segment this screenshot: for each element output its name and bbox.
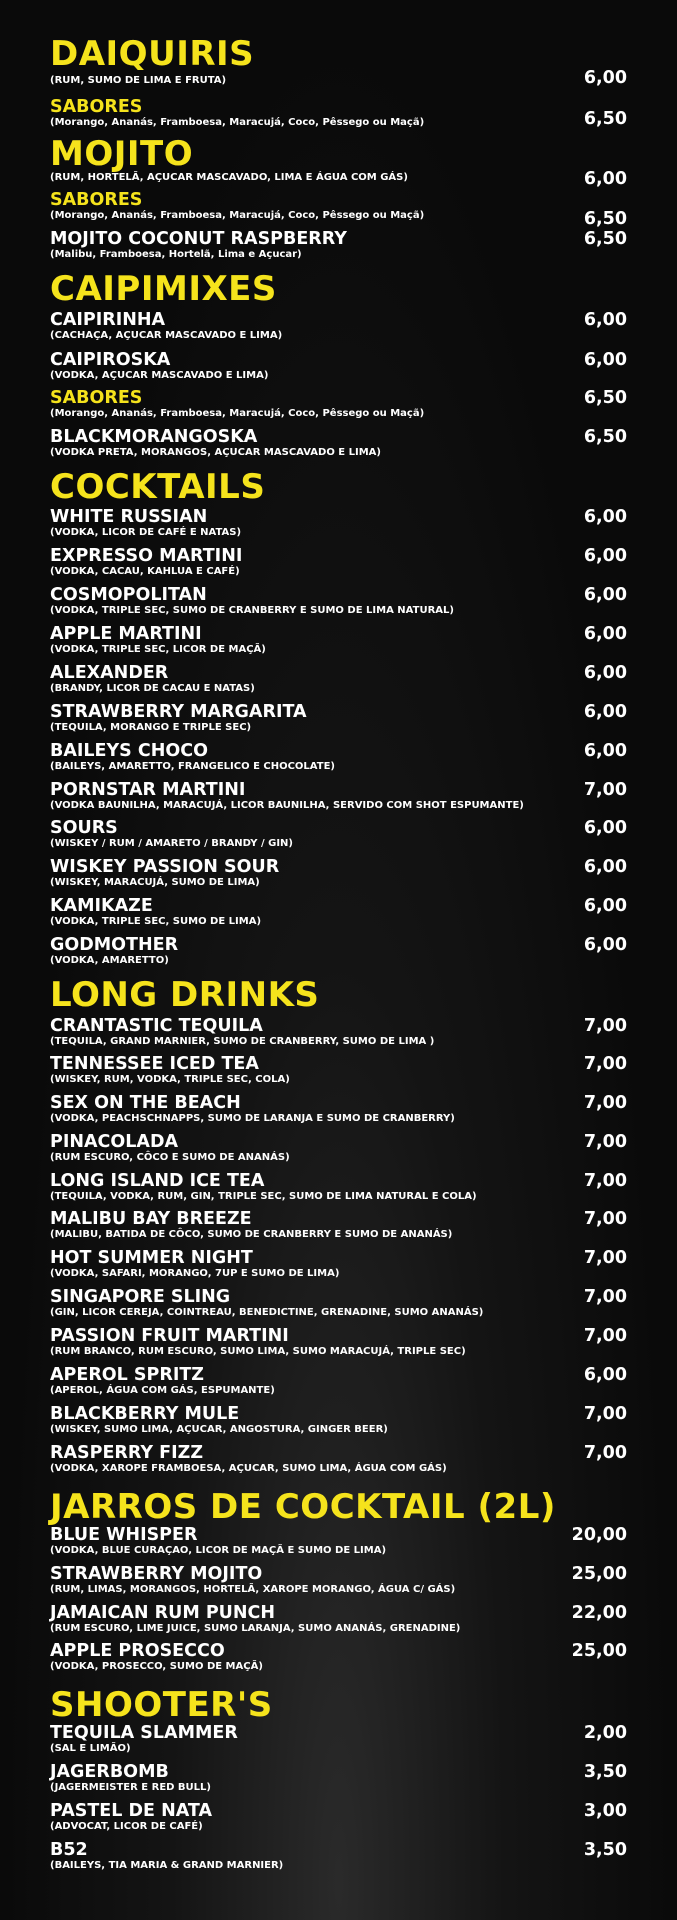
item-price: 6,00: [583, 169, 627, 189]
item-description: (VODKA, PEACHSCHNAPPS, SUMO DE LARANJA E SUMO DE CRANBERRY): [50, 1113, 455, 1124]
item-name: PINACOLADA: [50, 1132, 179, 1152]
menu-item: [50, 1443, 630, 1475]
item-price: 6,00: [583, 310, 627, 330]
item-description: (BAILEYS, TIA MARIA & GRAND MARNIER): [50, 1860, 284, 1871]
item-price: 7,00: [583, 780, 627, 800]
item-name: KAMIKAZE: [50, 896, 153, 916]
item-name: PASSION FRUIT MARTINI: [50, 1326, 289, 1346]
item-name: GODMOTHER: [50, 935, 179, 955]
item-name: SABORES: [50, 97, 143, 117]
item-name: HOT SUMMER NIGHT: [50, 1248, 253, 1268]
menu-item: [50, 935, 630, 967]
item-description: (RUM, SUMO DE LIMA E FRUTA): [50, 75, 227, 86]
item-description: (CACHAÇA, AÇUCAR MASCAVADO E LIMA): [50, 330, 283, 341]
item-name: APPLE PROSECCO: [50, 1641, 225, 1661]
menu-item: [50, 1603, 630, 1635]
item-description: (Morango, Ananás, Framboesa, Maracujá, Coco, Pêssego ou Maçã): [50, 117, 425, 128]
item-price: 22,00: [571, 1603, 627, 1623]
menu-item: [50, 624, 630, 656]
item-description: (VODKA, TRIPLE SEC, SUMO DE CRANBERRY E SUMO DE LIMA NATURAL): [50, 605, 454, 616]
menu-item: [50, 1171, 630, 1203]
menu-item: [50, 507, 630, 539]
item-price: 6,00: [583, 935, 627, 955]
item-description: (VODKA, BLUE CURAÇAO, LICOR DE MAÇÃ E SUMO DE LIMA): [50, 1545, 387, 1556]
item-description: (APEROL, ÁGUA COM GÁS, ESPUMANTE): [50, 1385, 275, 1396]
menu-item: [50, 818, 630, 850]
item-description: (SAL E LIMÃO): [50, 1743, 131, 1754]
item-price: 6,50: [583, 388, 627, 408]
item-price: 6,00: [583, 857, 627, 877]
item-price: 6,00: [583, 68, 627, 88]
menu-item: [50, 310, 630, 342]
item-description: (RUM, HORTELÃ, AÇUCAR MASCAVADO, LIMA E ÁGUA COM GÁS): [50, 172, 408, 183]
item-price: 6,00: [583, 585, 627, 605]
item-description: (VODKA PRETA, MORANGOS, AÇUCAR MASCAVADO E LIMA): [50, 447, 381, 458]
menu-item: [50, 780, 630, 812]
menu-item: [50, 702, 630, 734]
item-name: TEQUILA SLAMMER: [50, 1723, 238, 1743]
item-name: JAMAICAN RUM PUNCH: [50, 1603, 276, 1623]
item-price: 6,50: [583, 229, 627, 249]
item-name: SOURS: [50, 818, 118, 838]
menu-item: [50, 1404, 630, 1436]
item-name: WHITE RUSSIAN: [50, 507, 208, 527]
item-description: (VODKA, LICOR DE CAFÉ E NATAS): [50, 527, 242, 538]
item-description: (VODKA, CACAU, KAHLUA E CAFÉ): [50, 566, 240, 577]
item-price: 6,00: [583, 350, 627, 370]
item-description: (RUM ESCURO, LIME JUICE, SUMO LARANJA, SUMO ANANÁS, GRENADINE): [50, 1623, 461, 1634]
menu-item: [50, 190, 630, 229]
section-title: COCKTAILS: [50, 467, 266, 507]
item-description: (Malibu, Framboesa, Hortelã, Lima e Açucar): [50, 249, 302, 260]
section-title: DAIQUIRIS: [50, 34, 255, 74]
item-price: 7,00: [583, 1326, 627, 1346]
item-name: JAGERBOMB: [50, 1762, 169, 1782]
item-description: (TEQUILA, GRAND MARNIER, SUMO DE CRANBERRY, SUMO DE LIMA ): [50, 1036, 435, 1047]
item-price: 2,00: [583, 1723, 627, 1743]
item-description: (VODKA, SAFARI, MORANGO, 7UP E SUMO DE LIMA): [50, 1268, 340, 1279]
item-price: 7,00: [583, 1171, 627, 1191]
menu-item: [50, 663, 630, 695]
item-price: 6,00: [583, 624, 627, 644]
item-price: 3,50: [583, 1840, 627, 1860]
item-price: 20,00: [571, 1525, 627, 1545]
item-name: STRAWBERRY MOJITO: [50, 1564, 263, 1584]
item-description: (RUM ESCURO, CÔCO E SUMO DE ANANÁS): [50, 1152, 290, 1163]
menu-item: [50, 1132, 630, 1164]
item-description: (Morango, Ananás, Framboesa, Maracujá, Coco, Pêssego ou Maçã): [50, 210, 425, 221]
item-price: 6,00: [583, 1365, 627, 1385]
item-price: 7,00: [583, 1443, 627, 1463]
menu-item: [50, 1248, 630, 1280]
menu-item: [50, 1723, 630, 1755]
item-description: (WISKEY, MARACUJÁ, SUMO DE LIMA): [50, 877, 260, 888]
menu-item: [50, 896, 630, 928]
item-description: (RUM BRANCO, RUM ESCURO, SUMO LIMA, SUMO MARACUJÁ, TRIPLE SEC): [50, 1346, 466, 1357]
item-description: (TEQUILA, VODKA, RUM, GIN, TRIPLE SEC, SUMO DE LIMA NATURAL E COLA): [50, 1191, 477, 1202]
item-description: (VODKA, TRIPLE SEC, SUMO DE LIMA): [50, 916, 262, 927]
item-name: WISKEY PASSION SOUR: [50, 857, 280, 877]
item-description: (GIN, LICOR CEREJA, COINTREAU, BENEDICTINE, GRENADINE, SUMO ANANÁS): [50, 1307, 484, 1318]
menu-item: [50, 1054, 630, 1086]
item-description: (VODKA, XAROPE FRAMBOESA, AÇUCAR, SUMO LIMA, ÁGUA COM GÁS): [50, 1463, 447, 1474]
menu-item: [50, 350, 630, 382]
item-name: SINGAPORE SLING: [50, 1287, 231, 1307]
item-name: SEX ON THE BEACH: [50, 1093, 241, 1113]
item-name: PASTEL DE NATA: [50, 1801, 213, 1821]
menu-item: [50, 1564, 630, 1596]
item-description: (VODKA, TRIPLE SEC, LICOR DE MAÇÃ): [50, 644, 266, 655]
item-price: 6,50: [583, 427, 627, 447]
item-price: 25,00: [571, 1641, 627, 1661]
menu-item: [50, 857, 630, 889]
item-price: 6,00: [583, 507, 627, 527]
item-name: RASPERRY FIZZ: [50, 1443, 204, 1463]
item-name: BLACKMORANGOSKA: [50, 427, 258, 447]
item-price: 7,00: [583, 1248, 627, 1268]
item-price: 6,00: [583, 702, 627, 722]
item-name: B52: [50, 1840, 88, 1860]
item-description: (WISKEY / RUM / AMARETO / BRANDY / GIN): [50, 838, 293, 849]
item-description: (WISKEY, RUM, VODKA, TRIPLE SEC, COLA): [50, 1074, 290, 1085]
menu-item: [50, 97, 630, 129]
section-title: MOJITO: [50, 134, 194, 174]
item-description: (VODKA, AÇUCAR MASCAVADO E LIMA): [50, 370, 269, 381]
item-description: (Morango, Ananás, Framboesa, Maracujá, Coco, Pêssego ou Maçã): [50, 408, 425, 419]
menu-item: [50, 1762, 630, 1794]
item-name: BAILEYS CHOCO: [50, 741, 208, 761]
item-description: (BAILEYS, AMARETTO, FRANGELICO E CHOCOLATE): [50, 761, 335, 772]
item-price: 7,00: [583, 1132, 627, 1152]
menu-item: [50, 1641, 630, 1673]
item-name: MALIBU BAY BREEZE: [50, 1209, 252, 1229]
item-name: ALEXANDER: [50, 663, 169, 683]
menu-item: [50, 1525, 630, 1557]
item-price: 7,00: [583, 1093, 627, 1113]
item-description: (JAGERMEISTER E RED BULL): [50, 1782, 211, 1793]
item-price: 6,50: [583, 209, 627, 229]
item-price: 7,00: [583, 1209, 627, 1229]
item-name: MOJITO COCONUT RASPBERRY: [50, 229, 347, 249]
item-description: (MALIBU, BATIDA DE CÔCO, SUMO DE CRANBERRY E SUMO DE ANANÁS): [50, 1229, 453, 1240]
item-price: 6,00: [583, 818, 627, 838]
item-price: 6,00: [583, 546, 627, 566]
menu-item: [50, 388, 630, 420]
item-description: (RUM, LIMAS, MORANGOS, HORTELÃ, XAROPE MORANGO, ÁGUA C/ GÁS): [50, 1584, 456, 1595]
menu-item: [50, 585, 630, 617]
menu-item: [50, 1840, 630, 1872]
item-price: 7,00: [583, 1016, 627, 1036]
item-description: (WISKEY, SUMO LIMA, AÇUCAR, ANGOSTURA, GINGER BEER): [50, 1424, 388, 1435]
item-description: (VODKA, PROSECCO, SUMO DE MAÇÃ): [50, 1661, 263, 1672]
item-price: 7,00: [583, 1287, 627, 1307]
menu-item: [50, 1326, 630, 1358]
item-name: APPLE MARTINI: [50, 624, 202, 644]
section-title: JARROS DE COCKTAIL (2L): [50, 1487, 556, 1527]
item-name: COSMOPOLITAN: [50, 585, 207, 605]
item-name: CAIPIRINHA: [50, 310, 166, 330]
item-price: 6,50: [583, 109, 627, 129]
item-price: 7,00: [583, 1054, 627, 1074]
item-description: (TEQUILA, MORANGO E TRIPLE SEC): [50, 722, 252, 733]
item-description: (ADVOCAT, LICOR DE CAFÉ): [50, 1821, 203, 1832]
menu-item: [50, 229, 630, 261]
menu-item: [50, 1287, 630, 1319]
item-name: BLUE WHISPER: [50, 1525, 198, 1545]
item-name: CAIPIROSKA: [50, 350, 171, 370]
item-price: 3,50: [583, 1762, 627, 1782]
item-price: 6,00: [583, 896, 627, 916]
menu-item: [50, 1801, 630, 1833]
menu-item: [50, 1016, 630, 1048]
menu-item: [50, 1365, 630, 1397]
item-name: TENNESSEE ICED TEA: [50, 1054, 259, 1074]
item-description: (BRANDY, LICOR DE CACAU E NATAS): [50, 683, 255, 694]
item-name: LONG ISLAND ICE TEA: [50, 1171, 265, 1191]
item-price: 25,00: [571, 1564, 627, 1584]
menu-item: [50, 169, 630, 189]
menu-item: [50, 1209, 630, 1241]
item-name: CRANTASTIC TEQUILA: [50, 1016, 263, 1036]
item-name: SABORES: [50, 190, 143, 210]
item-name: BLACKBERRY MULE: [50, 1404, 240, 1424]
item-name: APEROL SPRITZ: [50, 1365, 204, 1385]
item-price: 6,00: [583, 741, 627, 761]
item-description: (VODKA BAUNILHA, MARACUJÁ, LICOR BAUNILHA, SERVIDO COM SHOT ESPUMANTE): [50, 800, 524, 811]
item-description: (VODKA, AMARETTO): [50, 955, 169, 966]
section-title: SHOOTER'S: [50, 1685, 273, 1725]
menu-item: [50, 741, 630, 773]
menu-item: [50, 427, 630, 459]
item-name: STRAWBERRY MARGARITA: [50, 702, 307, 722]
menu-item: [50, 1093, 630, 1125]
menu-item: [50, 68, 630, 88]
item-price: 6,00: [583, 663, 627, 683]
section-title: CAIPIMIXES: [50, 269, 277, 309]
item-name: PORNSTAR MARTINI: [50, 780, 246, 800]
item-name: EXPRESSO MARTINI: [50, 546, 243, 566]
item-name: SABORES: [50, 388, 143, 408]
item-price: 7,00: [583, 1404, 627, 1424]
section-title: LONG DRINKS: [50, 975, 320, 1015]
menu-item: [50, 546, 630, 578]
item-price: 3,00: [583, 1801, 627, 1821]
